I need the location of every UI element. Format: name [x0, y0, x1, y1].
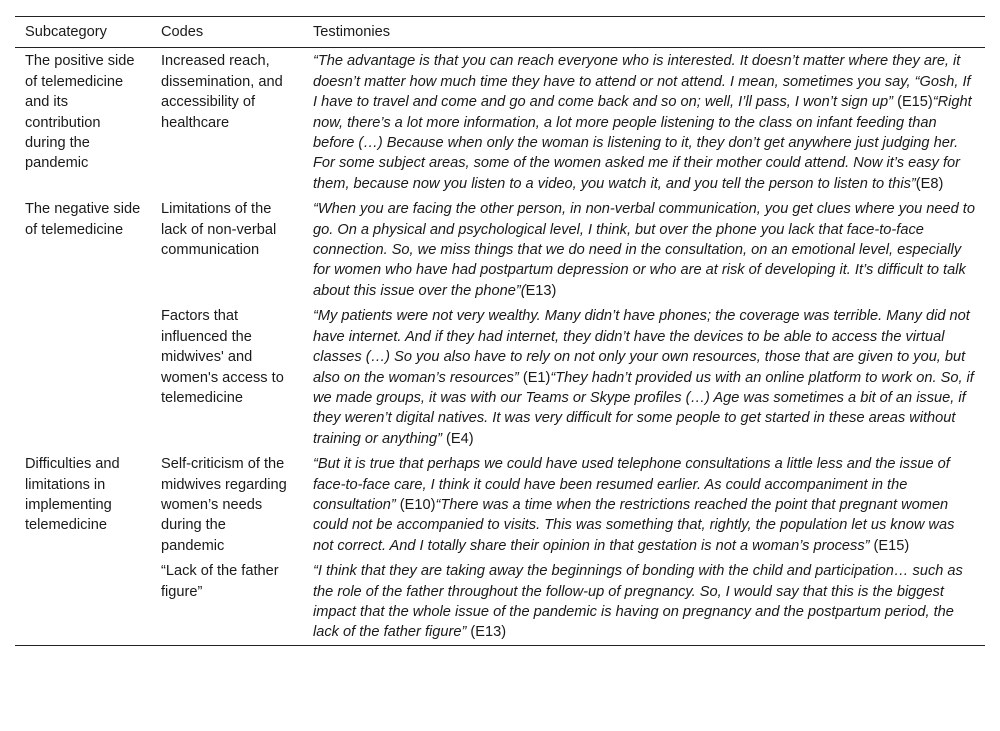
testimony-quote: “There was a time when the restrictions reached the point that pregnant women could not be accompanied to visits. This was something that, rightly, the population let us know was not correct. And I totally share their opinion in that gestation is not a woman’s process” [313, 496, 955, 554]
testimony-quote: “Right now, there’s a lot more information, a lot more people listening to the class on infant feeding than before (…) Because when only the woman is listening to it, they don’t get anywhere just judging her. For some subject areas, some of the women asked me if their mother could attend. Now it’s easy for them, because now you listen to a video, you watch it, and you tell the person to listen to this” [313, 94, 972, 192]
subcategory-cell: The negative side of telemedicine [25, 201, 141, 238]
testimonies-table [15, 16, 985, 646]
interviewee-code: (E15) [869, 537, 910, 554]
table-row [15, 451, 985, 558]
header-subcategory: Subcategory [25, 24, 107, 40]
code-cell: Limitations of the lack of non-verbal communication [161, 201, 277, 259]
interviewee-code: (E8) [915, 175, 944, 192]
table-row [15, 303, 985, 451]
interviewee-code: (E4) [442, 430, 474, 447]
testimony-quote: “They hadn’t provided us with an online platform to work on. So, if we made groups, it was with our Teams or Skype profiles (…) Age was sometimes a bit of an issue, if they weren’t digital natives. It was very difficult for some people to get started in these areas without training or anything” [313, 369, 974, 447]
code-cell: Factors that influenced the midwives' and women's access to telemedicine [161, 308, 284, 406]
interviewee-code: (E1) [518, 369, 551, 386]
code-cell: “Lack of the father figure” [161, 563, 279, 600]
testimony-cell [303, 196, 985, 303]
interviewee-code: (E13) [466, 624, 507, 641]
header-row [15, 17, 985, 48]
testimony-quote: “My patients were not very wealthy. Many didn’t have phones; the coverage was terrible. Many did not have internet. And if they had internet, they didn’t have the devices to be able to access the virtual classes (…) So you also have to rely on not only your own resources, those that are given to you, but also on the woman’s resources” [313, 308, 970, 386]
table-row [15, 48, 985, 196]
header-codes: Codes [161, 24, 204, 40]
code-cell: Self-criticism of the midwives regarding women’s needs during the pandemic [161, 456, 287, 554]
testimony-cell [303, 303, 985, 451]
interviewee-code: (E15) [893, 94, 933, 111]
testimony-quote: “I think that they are taking away the beginnings of bonding with the child and participation… such as the role of the father throughout the follow-up of pregnancy. So, I would say that this is the biggest impact that the whole issue of the pandemic is having on pregnancy and the postpartum period, the lack of the father figure” [313, 563, 963, 641]
code-cell: Increased reach, dissemination, and accessibility of healthcare [161, 53, 283, 131]
table-row [15, 558, 985, 645]
interviewee-code: (E10) [395, 496, 436, 513]
testimony-quote: “The advantage is that you can reach everyone who is interested. It doesn’t matter where they are, it doesn’t matter how much time they have to attend or not attend. I mean, sometimes you say, “Gosh, If I have to travel and come and go and come back and so on; well, I’ll pass, I won’t sign up” [313, 53, 971, 111]
testimony-quote: “When you are facing the other person, in non-verbal communication, you get clues where you need to go. On a physical and psychological level, I think, but over the phone you lack that face-to-face connection. So, we miss things that we do need in the consultation, on an emotional level, especially for women who have had postpartum depression or who are at risk of developing it. It’s difficult to talk about this issue over the phone”( [313, 201, 975, 299]
interviewee-code: E13) [525, 282, 557, 299]
subcategory-cell: Difficulties and limitations in implementing telemedicine [25, 456, 120, 534]
header-testimonies: Testimonies [313, 24, 391, 40]
testimony-cell [303, 558, 985, 645]
table-row [15, 196, 985, 303]
testimony-cell [303, 451, 985, 558]
subcategory-cell: The positive side of telemedicine and its contribution during the pandemic [25, 53, 135, 172]
testimony-quote: “But it is true that perhaps we could have used telephone consultations a little less and the issue of face-to-face care, I think it could have been resumed earlier. As could accompaniment in the consultation” [313, 456, 950, 513]
testimony-cell [303, 48, 985, 196]
